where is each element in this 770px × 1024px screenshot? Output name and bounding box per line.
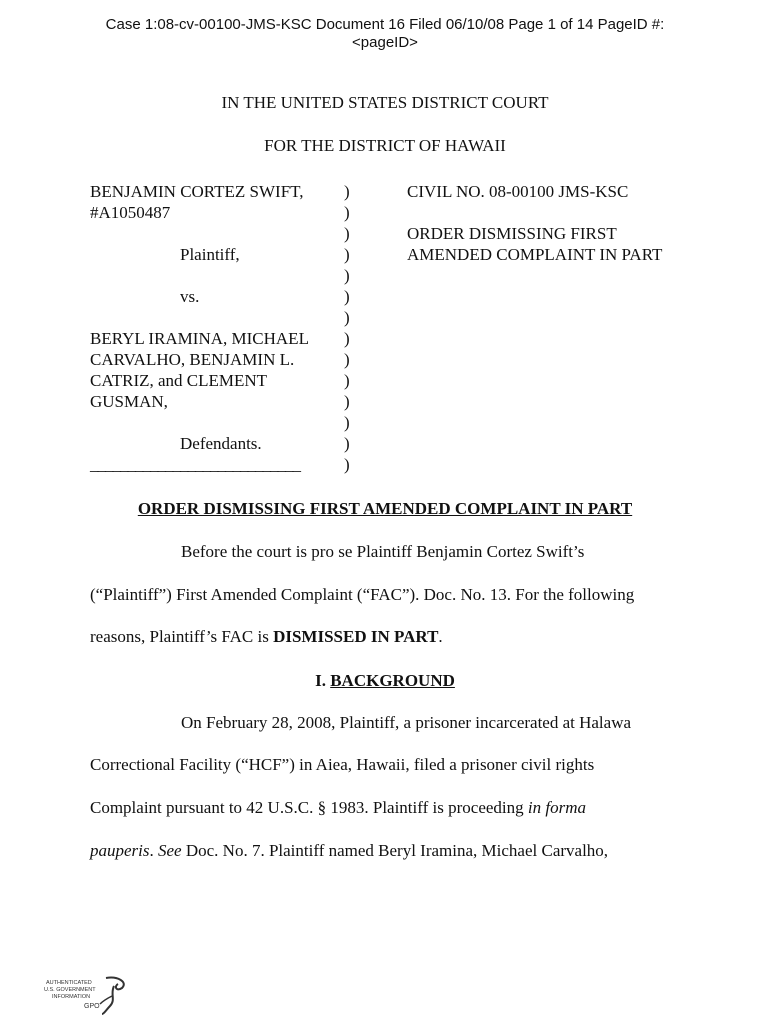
- caption-parties: [90, 181, 340, 475]
- court-district: FOR THE DISTRICT OF HAWAII: [264, 136, 506, 155]
- gpo-authenticated-logo: [44, 976, 128, 1016]
- intro-text: .: [438, 627, 443, 646]
- italic-term: pauperis: [90, 841, 150, 860]
- intro-line: Before the court is pro se Plaintiff Benjamin Cortez Swift’s: [181, 542, 585, 561]
- paren: ): [344, 434, 350, 453]
- defendant-line: BERYL IRAMINA, MICHAEL: [90, 329, 309, 348]
- intro-text: reasons, Plaintiff’s FAC is: [90, 627, 274, 646]
- gpo-eagle-icon: [44, 976, 128, 1016]
- background-line: [90, 798, 586, 818]
- paren: ): [344, 455, 350, 474]
- document-title-line: AMENDED COMPLAINT IN PART: [407, 245, 663, 264]
- plaintiff-name: BENJAMIN CORTEZ SWIFT,: [90, 182, 304, 201]
- paren: ): [344, 245, 350, 264]
- paren: ): [344, 371, 350, 390]
- section-number: I.: [315, 671, 326, 690]
- court-name: IN THE UNITED STATES DISTRICT COURT: [221, 93, 549, 112]
- background-text: Complaint pursuant to 42 U.S.C. § 1983. Plaintiff is proceeding: [90, 798, 528, 817]
- gpo-text: AUTHENTICATED: [46, 980, 92, 986]
- background-line: Correctional Facility (“HCF”) in Aiea, Hawaii, filed a prisoner civil rights: [90, 755, 595, 774]
- section-heading: [0, 671, 770, 691]
- paren: ): [344, 203, 350, 222]
- defendant-line: CATRIZ, and CLEMENT: [90, 371, 268, 390]
- italic-term: in forma: [527, 798, 586, 817]
- document-title-line: ORDER DISMISSING FIRST: [407, 224, 617, 243]
- defendant-line: GUSMAN,: [90, 392, 168, 411]
- paren: ): [344, 308, 350, 327]
- order-title: ORDER DISMISSING FIRST AMENDED COMPLAINT IN PART: [137, 499, 633, 518]
- gpo-text: INFORMATION: [52, 994, 91, 1000]
- gpo-text: GPO: [84, 1003, 100, 1010]
- defendant-line: CARVALHO, BENJAMIN L.: [90, 350, 295, 369]
- case-header: [0, 16, 770, 52]
- background-text: .: [149, 841, 158, 860]
- paren: ): [344, 182, 350, 201]
- paren: ): [344, 329, 350, 348]
- plaintiff-number: #A1050487: [90, 203, 171, 222]
- background-text: Doc. No. 7. Plaintiff named Beryl Iramina, Michael Carvalho,: [181, 841, 609, 860]
- caption-case-info: [407, 181, 707, 265]
- defendants-label: Defendants.: [180, 434, 262, 453]
- italic-signal: See: [158, 841, 182, 860]
- intro-line: [90, 627, 443, 647]
- paren: ): [344, 287, 350, 306]
- versus-label: vs.: [180, 287, 200, 306]
- gpo-text: U.S. GOVERNMENT: [44, 987, 96, 993]
- paren: ): [344, 224, 350, 243]
- disposition-text: DISMISSED IN PART: [273, 627, 439, 646]
- section-title: BACKGROUND: [330, 671, 455, 690]
- plaintiff-label: Plaintiff,: [180, 245, 240, 264]
- paren: ): [344, 413, 350, 432]
- intro-line: (“Plaintiff”) First Amended Complaint (“FAC”). Doc. No. 13. For the following: [90, 585, 635, 604]
- civil-number: CIVIL NO. 08-00100 JMS-KSC: [407, 182, 629, 201]
- caption-rule: ____________________________: [90, 455, 300, 474]
- background-line: On February 28, 2008, Plaintiff, a prisoner incarcerated at Halawa: [181, 713, 632, 732]
- case-header-line: Case 1:08-cv-00100-JMS-KSC Document 16 Filed 06/10/08 Page 1 of 14 PageID #:: [105, 16, 665, 33]
- paren: ): [344, 350, 350, 369]
- page-id-line: <pageID>: [352, 34, 418, 51]
- caption-parentheses: [344, 181, 356, 475]
- paren: ): [344, 392, 350, 411]
- background-line: [90, 841, 608, 861]
- paren: ): [344, 266, 350, 285]
